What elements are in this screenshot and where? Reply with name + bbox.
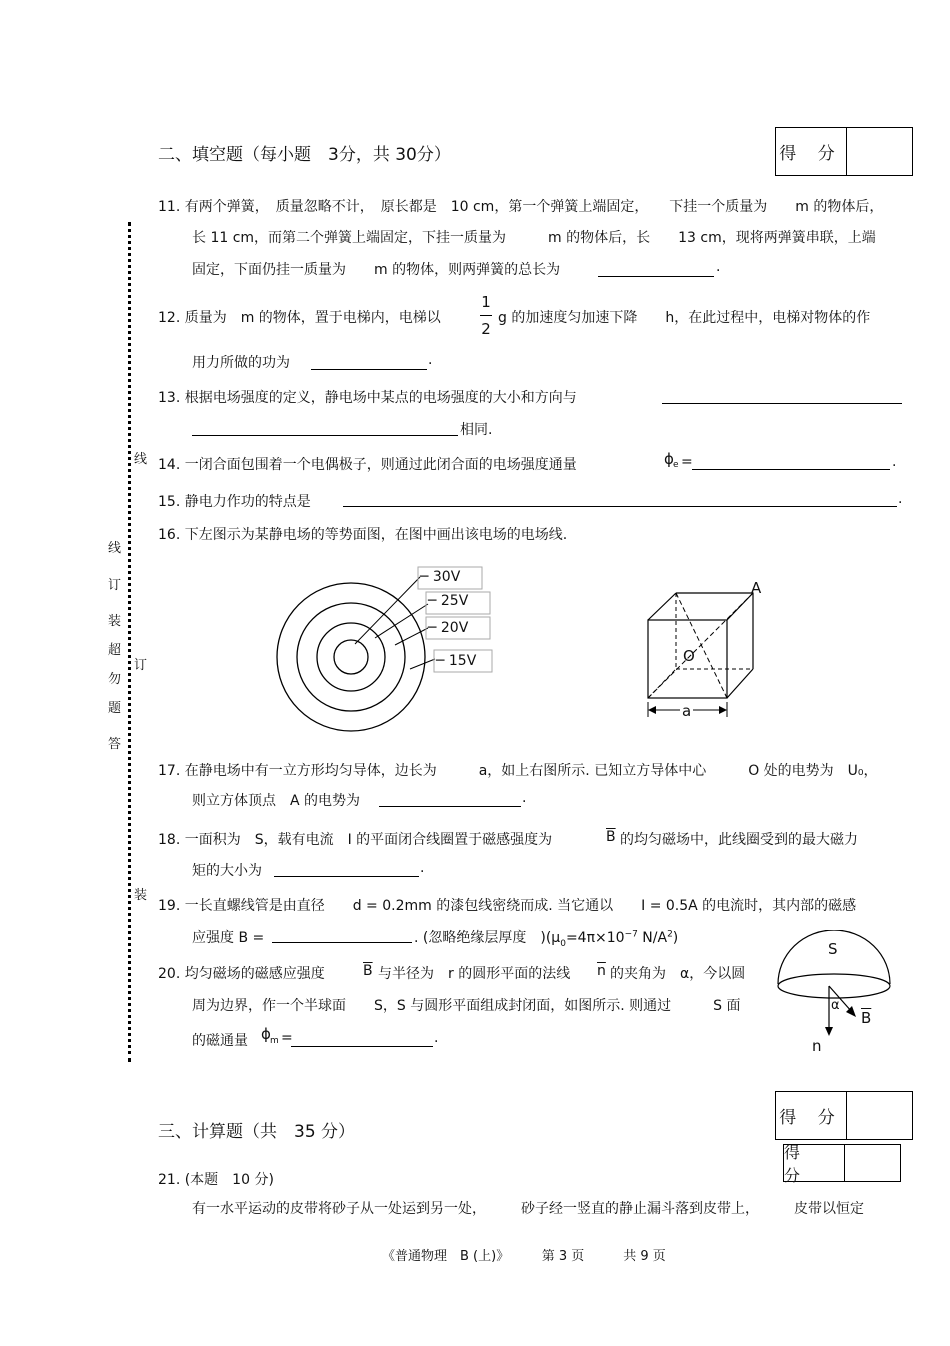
equipotential-label-15v: ─ 15V: [436, 653, 477, 669]
q17-answer-blank[interactable]: [379, 806, 521, 807]
q12-fraction-den: 2: [481, 320, 491, 338]
q20-answer-blank[interactable]: [291, 1046, 433, 1047]
score-label: 得 分: [784, 1145, 845, 1181]
q20-eq: =: [281, 1030, 293, 1046]
binding-mark-ding: 订: [134, 658, 148, 673]
q20-line3: 的磁通量: [192, 1033, 248, 1049]
q12-answer-blank[interactable]: [311, 369, 427, 370]
q17-line1: 17. 在静电场中有一立方形均匀导体，边长为 a，如上右图所示. 已知立方导体中心 O 处的电势为 U₀，: [158, 763, 878, 779]
binding-char: 超: [108, 643, 122, 658]
q18-answer-blank[interactable]: [274, 876, 419, 877]
binding-char: 答: [108, 737, 122, 752]
equipotential-label-25v: ─ 25V: [428, 593, 469, 609]
score-label: 得 分: [776, 1092, 847, 1139]
q15-answer-blank[interactable]: [343, 506, 897, 507]
q11-line2: 长 11 cm，而第二个弹簧上端固定，下挂一质量为 m 的物体后，长 13 cm，现将两弹簧串联，上端: [192, 230, 876, 246]
q20-phi: ϕ: [261, 1025, 271, 1043]
q18-B-vector: $\overline{B}$: [606, 829, 616, 845]
q14-sub: e: [673, 460, 679, 470]
score-box-section2: [775, 127, 913, 176]
binding-char: 勿: [108, 672, 122, 687]
hemisphere-B-label: $\overline{B}$: [861, 1009, 872, 1027]
q21-line1: 有一水平运动的皮带将砂子从一处运到另一处， 砂子经一竖直的静止漏斗落到皮带上， 皮带以恒定: [192, 1201, 864, 1217]
q15-text: 15. 静电力作功的特点是: [158, 494, 311, 510]
q21-head: 21. (本题 10 分): [158, 1172, 274, 1188]
q12-line1a: 12. 质量为 m 的物体，置于电梯内，电梯以: [158, 310, 441, 326]
page-footer: 《普通物理 B (上)》 第 3 页 共 9 页: [382, 1249, 666, 1264]
hemisphere-n-label: n: [812, 1037, 822, 1055]
q14-phi: ϕ: [664, 450, 674, 468]
q18-line2: 矩的大小为: [192, 863, 262, 879]
q14-eq: =: [681, 454, 693, 470]
equipotential-label-20v: ─ 20V: [428, 620, 469, 636]
q20-line1c: 的夹角为 α，今以圆: [610, 966, 746, 982]
score-label: 得 分: [776, 128, 847, 175]
q19-line2b: . (忽略绝缘层厚度 )($\mu_0=4\pi\times 10^{-7}$ $N/A^2$): [414, 929, 679, 949]
cube-center-label: O: [683, 647, 695, 665]
q14-answer-blank[interactable]: [692, 469, 890, 470]
q20-end: .: [434, 1030, 439, 1046]
q12-fraction-bar: [480, 315, 492, 316]
binding-dotted-line: [128, 222, 131, 1062]
section2-title: 二、填空题（每小题 3分，共 30分）: [158, 145, 451, 165]
q18-line1a: 18. 一面积为 S，载有电流 I 的平面闭合线圈置于磁感强度为: [158, 832, 553, 848]
binding-mark-xian: 线: [134, 452, 148, 467]
section3-title: 三、计算题（共 35 分）: [158, 1122, 356, 1142]
q19-answer-blank[interactable]: [272, 942, 412, 943]
hemisphere-alpha-label: α: [831, 998, 840, 1013]
cube-figure: [636, 585, 776, 725]
q12-end: .: [428, 352, 433, 368]
equipotential-figure: [270, 562, 500, 732]
q12-line1b: g 的加速度匀加速下降 h，在此过程中，电梯对物体的作: [498, 310, 871, 326]
binding-char: 题: [108, 701, 122, 716]
q13-answer-blank-2[interactable]: [192, 435, 458, 436]
q18-line1b: 的均匀磁场中，此线圈受到的最大磁力: [620, 832, 858, 848]
score-box-q21: [783, 1143, 901, 1185]
binding-char: 装: [108, 614, 122, 629]
q13-answer-blank-1[interactable]: [662, 403, 902, 404]
q16-text: 16. 下左图示为某静电场的等势面图，在图中画出该电场的电场线.: [158, 527, 568, 543]
q19-line2a: 应强度 B =: [192, 930, 265, 946]
score-value[interactable]: [847, 1092, 912, 1139]
cube-vertex-label: A: [751, 579, 762, 597]
score-value[interactable]: [847, 128, 912, 175]
q14-end: .: [892, 454, 897, 470]
binding-char: 订: [108, 578, 122, 593]
q20-line1a: 20. 均匀磁场的磁感应强度: [158, 966, 325, 982]
hemisphere-S-label: S: [828, 940, 838, 958]
q20-n-vector: $\overline{n}$: [597, 963, 606, 979]
cube-edge-label: a: [682, 702, 692, 720]
q11-answer-blank[interactable]: [598, 276, 714, 277]
q11-end: .: [716, 259, 721, 275]
q20-sub: m: [270, 1036, 279, 1046]
q17-end: .: [522, 790, 527, 806]
q12-fraction-num: 1: [481, 293, 491, 311]
equipotential-label-30v: ─ 30V: [420, 569, 461, 585]
q19-line1: 19. 一长直螺线管是由直径 d = 0.2mm 的漆包线密绕而成. 当它通以 I = 0.5A 的电流时，其内部的磁感: [158, 898, 857, 914]
q13-line2: 相同.: [460, 422, 493, 438]
score-value[interactable]: [845, 1145, 900, 1181]
score-box-section3: [775, 1091, 913, 1140]
binding-char: 线: [108, 541, 122, 556]
q11-line3: 固定，下面仍挂一质量为 m 的物体，则两弹簧的总长为: [192, 262, 561, 278]
q12-line2: 用力所做的功为: [192, 355, 290, 371]
q17-line2: 则立方体顶点 A 的电势为: [192, 793, 361, 809]
q20-line2: 周为边界，作一个半球面 S，S 与圆形平面组成封闭面，如图所示. 则通过 S 面: [192, 998, 741, 1014]
q11-line1: 11. 有两个弹簧， 质量忽略不计， 原长都是 10 cm，第一个弹簧上端固定， 下挂一个质量为 m 的物体后，: [158, 199, 884, 215]
q14-text: 14. 一闭合面包围着一个电偶极子，则通过此闭合面的电场强度通量: [158, 457, 577, 473]
q15-end: .: [898, 491, 903, 507]
q20-line1b: 与半径为 r 的圆形平面的法线: [378, 966, 571, 982]
binding-mark-zhuang: 装: [134, 888, 148, 903]
q13-line1: 13. 根据电场强度的定义，静电场中某点的电场强度的大小和方向与: [158, 390, 577, 406]
q18-end: .: [420, 860, 425, 876]
q20-B-vector: $\overline{B}$: [363, 963, 373, 979]
